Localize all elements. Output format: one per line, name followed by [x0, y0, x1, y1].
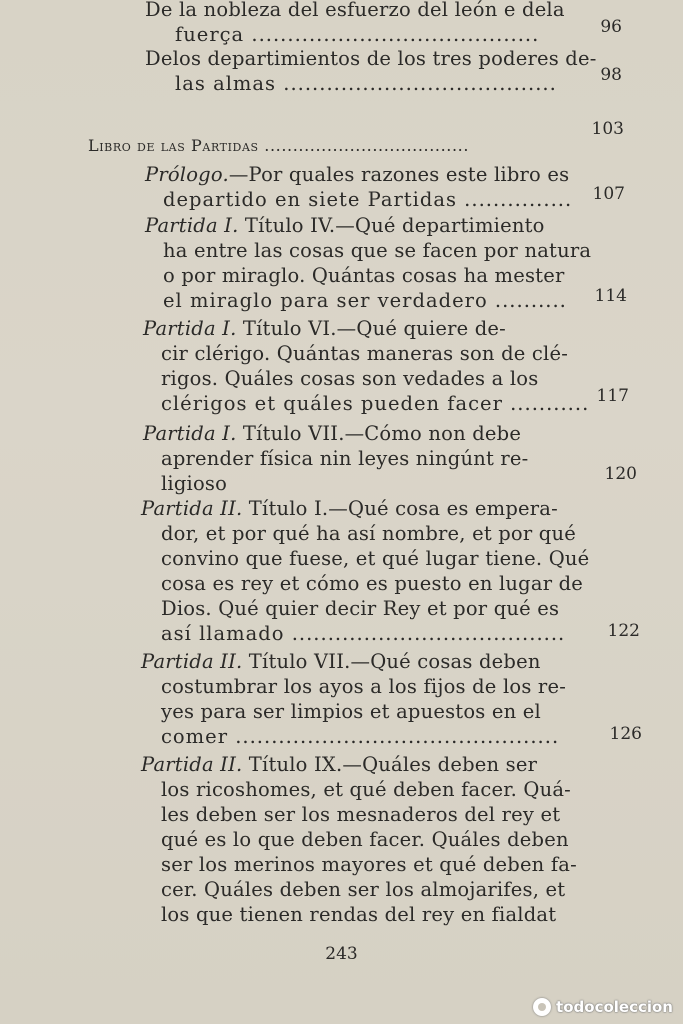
toc-line: las almas ...................................... — [175, 72, 557, 95]
toc-line — [141, 752, 537, 778]
toc-label: Partida I. — [143, 317, 237, 340]
toc-line: dor, et por qué ha así nombre, et por qué — [161, 522, 576, 545]
section-title: Libro de las Partidas .................................... — [88, 136, 470, 155]
toc-page-number: 114 — [594, 286, 627, 306]
toc-line: comer ............................................. — [161, 725, 560, 748]
toc-line: aprender física nin leyes ningúnt re- — [161, 447, 529, 470]
toc-line — [145, 162, 569, 188]
toc-line — [145, 213, 545, 239]
toc-line — [143, 316, 506, 342]
toc-line — [141, 649, 541, 675]
toc-page-number: 98 — [600, 65, 622, 85]
toc-line: yes para ser limpios et apuestos en el — [161, 700, 541, 723]
toc-line: ligioso — [161, 472, 228, 495]
toc-label: Partida I. — [145, 214, 239, 237]
toc-page-number: 122 — [607, 621, 640, 641]
toc-line: los ricoshomes, et qué deben facer. Quá- — [161, 778, 571, 801]
toc-page-number: 96 — [600, 17, 622, 37]
toc-text: Título I.—Qué cosa es empera- — [248, 497, 558, 520]
toc-page-number: 120 — [604, 464, 637, 484]
toc-page-number: 103 — [591, 119, 624, 139]
page-number: 243 — [325, 944, 358, 964]
toc-label: Prólogo. — [145, 163, 229, 186]
toc-line: les deben ser los mesnaderos del rey et — [161, 803, 561, 826]
toc-line: De la nobleza del esfuerzo del león e dela — [145, 0, 565, 21]
toc-label: Partida II. — [141, 650, 243, 673]
toc-line — [143, 421, 521, 447]
toc-text: Título IX.—Quáles deben ser — [248, 753, 538, 776]
toc-line: el miraglo para ser verdadero .......... — [163, 289, 567, 312]
toc-text: Título VII.—Cómo non debe — [242, 422, 522, 445]
toc-line: cosa es rey et cómo es puesto en lugar de — [161, 572, 584, 595]
toc-text: Título VII.—Qué cosas deben — [248, 650, 541, 673]
toc-text: Título IV.—Qué departimiento — [244, 214, 545, 237]
toc-line — [141, 496, 558, 522]
toc-line: clérigos et quáles pueden facer ........... — [161, 392, 590, 415]
toc-line: ser los merinos mayores et qué deben fa- — [161, 853, 577, 876]
toc-line: costumbrar los ayos a los fijos de los re- — [161, 675, 566, 698]
toc-text: Título VI.—Qué quiere de- — [242, 317, 506, 340]
toc-line: qué es lo que deben facer. Quáles deben — [161, 828, 569, 851]
toc-line: cir clérigo. Quántas maneras son de clé- — [161, 342, 568, 365]
toc-page-number: 117 — [596, 386, 629, 406]
toc-line: así llamado ...................................... — [161, 622, 566, 645]
toc-line: ha entre las cosas que se facen por natura — [163, 239, 592, 262]
toc-line: fuerça ........................................ — [175, 23, 540, 46]
toc-label: Partida II. — [141, 753, 243, 776]
toc-line: convino que fuese, et qué lugar tiene. Qué — [161, 547, 590, 570]
toc-line: Dios. Qué quier decir Rey et por qué es — [161, 597, 560, 620]
toc-line: departido en siete Partidas ............... — [163, 188, 573, 211]
toc-line: cer. Quáles deben ser los almojarifes, et — [161, 878, 566, 901]
toc-line: o por miraglo. Quántas cosas ha mester — [163, 264, 565, 287]
toc-page-number: 107 — [592, 184, 625, 204]
toc-text: —Por quales razones este libro es — [228, 163, 570, 186]
watermark — [533, 998, 673, 1016]
toc-label: Partida I. — [143, 422, 237, 445]
watermark-text: todocoleccion — [556, 998, 673, 1016]
toc-label: Partida II. — [141, 497, 243, 520]
toc-line: los que tienen rendas del rey en fialdat — [161, 903, 557, 926]
toc-line: Delos departimientos de los tres poderes de- — [145, 47, 597, 70]
toc-page-number: 126 — [609, 724, 642, 744]
watermark-logo-icon — [533, 998, 551, 1016]
toc-line: rigos. Quáles cosas son vedades a los — [161, 367, 539, 390]
